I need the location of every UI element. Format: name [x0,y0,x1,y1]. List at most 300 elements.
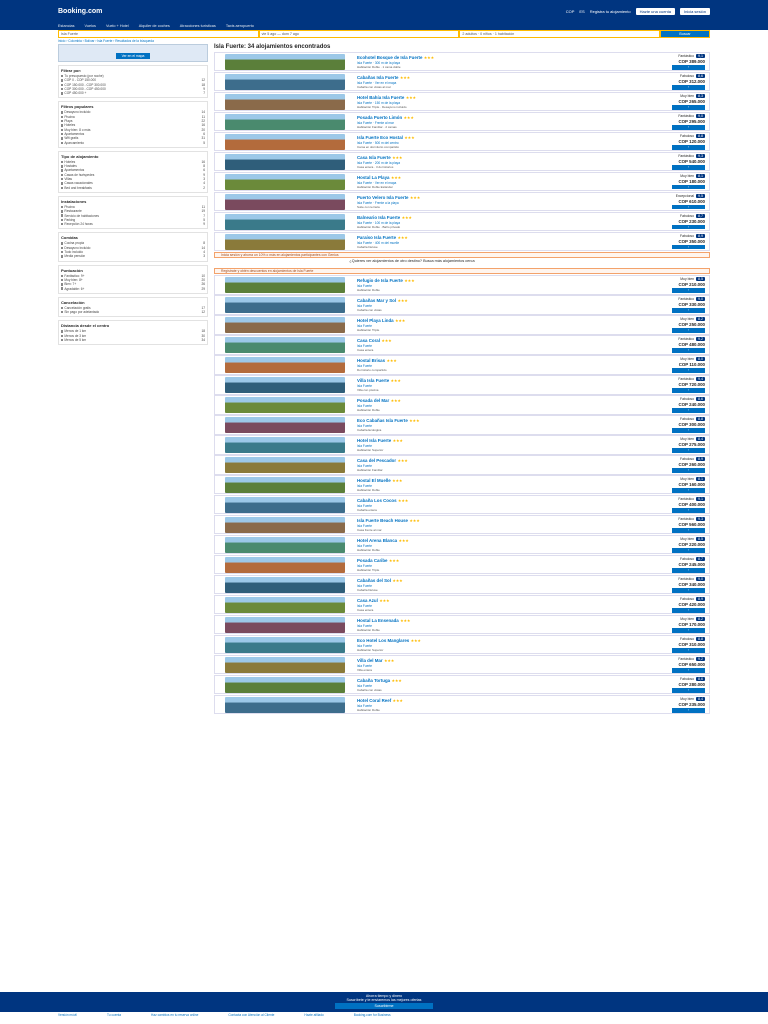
property-name[interactable]: Cabaña Tortuga [357,677,391,683]
property-location[interactable]: Isla Fuerte · 400 m del muelle [357,240,400,245]
see-availability-button[interactable]: › [672,348,705,353]
property-location[interactable]: Isla Fuerte [357,683,373,688]
see-availability-button[interactable]: › [672,328,705,333]
property-name[interactable]: Hotel Coral Reef [357,697,392,703]
star-rating-icon: ★★★ [410,638,421,643]
property-photo[interactable] [225,437,345,453]
star-rating-icon: ★★★ [399,75,411,80]
price-panel [609,676,709,693]
review-score: 8,3 [698,94,703,99]
rating-label: Fantástico [678,377,694,382]
property-photo[interactable] [225,154,345,170]
brand-logo[interactable]: Booking.com [58,7,103,15]
map-preview[interactable] [58,44,208,62]
footer-link[interactable]: Versión móvil [58,1013,77,1017]
price: COP 235.000 [678,702,705,708]
filter-option-label: Media pensión [64,254,86,259]
price: COP 389.000 [678,59,705,65]
filter-option-count: 8 [203,164,205,169]
price: COP 120.000 [678,139,705,145]
room-description: Habitación Triple [357,567,380,572]
property-location[interactable]: Isla Fuerte [357,303,373,308]
property-photo[interactable] [225,234,345,250]
property-name[interactable]: Ecohotel Bosque de Isla Fuerte [357,54,423,60]
see-availability-button[interactable]: › [672,508,705,513]
property-name[interactable]: Hostal La Ensenada [357,617,399,623]
room-description: Habitación Triple · Desayuno incluido [357,104,407,109]
property-info [345,438,609,452]
property-photo[interactable] [225,94,345,110]
tab-flights[interactable]: Vuelos [84,24,96,28]
login-button[interactable]: Inicia sesión [680,8,710,15]
rating-label: Fantástico [678,517,694,522]
see-availability-button[interactable]: › [672,528,705,533]
search-button[interactable]: Buscar [661,31,709,37]
see-availability-button[interactable]: › [672,125,705,130]
property-photo[interactable] [225,677,345,693]
property-info [345,215,609,229]
property-name[interactable]: Eco Cabañas Isla Fuerte [357,417,408,423]
property-location[interactable]: Isla Fuerte [357,663,373,668]
property-photo[interactable] [225,194,345,210]
property-card[interactable] [214,52,710,71]
see-availability-button[interactable]: › [672,205,705,210]
star-rating-icon: ★★★ [404,135,415,140]
language-selector[interactable]: ES [579,8,585,14]
tab-stays[interactable]: Estancias [58,24,75,28]
property-name[interactable]: Posada Puerto Limón [357,114,403,120]
price: COP 220.000 [678,542,705,548]
price: COP 540.000 [678,159,705,165]
property-name[interactable]: Casa Isla Fuerte [357,154,391,160]
property-card[interactable] [214,635,710,654]
see-availability-button[interactable]: › [672,225,705,230]
rating-label: Muy bien [680,277,694,282]
footer-link[interactable]: Booking.com for Business [353,1013,391,1017]
property-photo[interactable] [225,497,345,513]
property-name[interactable]: Casa del Pescador [357,457,397,463]
register-button[interactable]: Hazte una cuenta [636,8,675,15]
see-availability-button[interactable]: › [672,85,705,90]
property-location[interactable]: Isla Fuerte [357,323,373,328]
footer-link[interactable]: Contacta con Atención al Cliente [228,1013,275,1017]
property-card[interactable] [214,112,710,131]
dates-input[interactable]: vie 5 ago — dom 7 ago [260,31,459,37]
property-card[interactable] [214,335,710,354]
see-availability-button[interactable]: › [672,308,705,313]
property-photo[interactable] [225,557,345,573]
see-availability-button[interactable]: › [672,668,705,673]
property-photo[interactable] [225,377,345,393]
property-name[interactable]: Hotel Bahía Isla Fuerte [357,94,405,100]
price-panel [609,213,709,230]
property-card[interactable] [214,495,710,514]
filter-option-count: 16 [201,159,205,164]
property-location[interactable]: Isla Fuerte [357,503,373,508]
filter-option-count: 9 [203,86,205,91]
see-availability-button[interactable]: › [672,408,705,413]
property-location[interactable]: Isla Fuerte [357,643,373,648]
property-location[interactable]: Isla Fuerte · Ver en el mapa [357,80,397,85]
property-location[interactable]: Isla Fuerte [357,423,373,428]
review-score: 8,0 [698,357,703,362]
property-location[interactable]: Isla Fuerte [357,343,373,348]
subscribe-button[interactable]: Suscribirme [335,1003,434,1009]
property-name[interactable]: Isla Fuerte Eco Hostal [357,134,403,140]
see-availability-button[interactable]: › [672,428,705,433]
property-photo[interactable] [225,74,345,90]
property-card[interactable] [214,615,710,634]
room-description: Cabaña Deluxe [357,587,378,592]
property-card[interactable] [214,72,710,91]
signup-banner[interactable]: Regístrate y obtén descuentos en alojamientos de Isla Fuerte [214,268,710,274]
see-availability-button[interactable]: › [672,648,705,653]
filter-option[interactable] [61,310,205,314]
filter-group-title: Puntuación [61,267,83,273]
property-card[interactable] [214,575,710,594]
property-name[interactable]: Hostal La Playa [357,174,390,180]
property-name[interactable]: Hotel Isla Fuerte [357,437,392,443]
filter-option-count: 2 [203,185,205,190]
property-photo[interactable] [225,317,345,333]
property-name[interactable]: Villa Isla Fuerte [357,377,390,383]
filter-option[interactable] [61,91,205,95]
property-card[interactable] [214,295,710,314]
property-card[interactable] [214,595,710,614]
property-location[interactable]: Isla Fuerte · Frente a la playa [357,200,399,205]
property-name[interactable]: Posada del Mar [357,397,390,403]
property-name[interactable]: Villa del Mar [357,657,383,663]
room-description: Cama en dormitorio compartido [357,144,400,149]
star-rating-icon: ★★★ [379,598,390,603]
property-photo[interactable] [225,337,345,353]
price: COP 280.000 [678,682,705,688]
filter-group-title: Instalaciones [61,198,87,204]
room-description: Cabaña Deluxe [357,244,378,249]
price: COP 350.000 [678,239,705,245]
property-card[interactable] [214,192,710,211]
property-card[interactable] [214,232,710,251]
property-photo[interactable] [225,477,345,493]
property-location[interactable]: Isla Fuerte [357,523,373,528]
property-name[interactable]: Cabañas del Sol [357,577,391,583]
filter-option-count: 9 [203,172,205,177]
filter-option-count: 11 [201,114,205,119]
property-name[interactable]: Isla Fuerte Beach House [357,517,408,523]
rating-label: Muy bien [680,617,694,622]
property-location[interactable]: Isla Fuerte [357,543,373,548]
property-name[interactable]: Hostal Brisas [357,357,386,363]
room-description: Villa entera [357,667,372,672]
property-location[interactable]: Isla Fuerte [357,283,373,288]
price: COP 300.000 [678,422,705,428]
see-availability-button[interactable]: › [672,165,705,170]
see-availability-button[interactable]: › [672,688,705,693]
property-name[interactable]: Cabaña Los Cocos [357,497,397,503]
property-photo[interactable] [225,277,345,293]
review-score: 8,6 [698,677,703,682]
property-photo[interactable] [225,357,345,373]
rating-label: Fabuloso [680,597,694,602]
property-card[interactable] [214,655,710,674]
review-score: 9,5 [698,194,703,199]
review-score: 8,6 [698,397,703,402]
review-score: 9,2 [698,657,703,662]
property-photo[interactable] [225,657,345,673]
property-card[interactable] [214,152,710,171]
price-panel [609,556,709,573]
property-photo[interactable] [225,637,345,653]
filter-option-count: 5 [203,217,205,222]
property-info [345,135,609,149]
property-info [345,155,609,169]
room-description: Cabaña con vistas al mar [357,84,391,89]
newsletter-title: Ahorra tiempo y dinero [365,994,403,998]
see-availability-button[interactable]: › [672,488,705,493]
property-card[interactable] [214,475,710,494]
search-bar [58,30,710,38]
property-location[interactable]: Isla Fuerte [357,463,373,468]
see-availability-button[interactable]: › [672,468,705,473]
property-card[interactable] [214,675,710,694]
filter-option[interactable] [61,338,205,342]
property-name[interactable]: Posada Caribe [357,557,388,563]
property-location[interactable]: Isla Fuerte [357,383,373,388]
property-card[interactable] [214,315,710,334]
property-photo[interactable] [225,597,345,613]
property-name[interactable]: Casa Coral [357,337,380,343]
property-info [345,358,609,372]
see-availability-button[interactable]: › [672,628,705,633]
property-photo[interactable] [225,174,345,190]
property-info [345,278,609,292]
property-location[interactable]: Isla Fuerte [357,443,373,448]
property-card[interactable] [214,555,710,574]
price-panel [609,536,709,553]
destination-input[interactable]: Isla Fuerte [59,31,258,37]
property-info [345,418,609,432]
see-availability-button[interactable]: › [672,65,705,70]
property-photo[interactable] [225,297,345,313]
filter-option-label: Recepción 24 horas [64,222,93,227]
filter-option-label: Parking [64,217,76,222]
property-location[interactable]: Isla Fuerte · 200 m de la playa [357,160,401,165]
property-location[interactable]: Isla Fuerte · 500 m del centro [357,140,399,145]
property-location[interactable]: Isla Fuerte · 300 m de la playa [357,60,401,65]
property-photo[interactable] [225,517,345,533]
room-description: Habitación Doble [357,547,380,552]
filter-option-label: Hoteles [64,159,76,164]
star-rating-icon: ★★★ [397,458,408,463]
property-location[interactable]: Isla Fuerte [357,703,373,708]
filter-option[interactable] [61,287,205,291]
property-name[interactable]: Hotel Playa Linda [357,317,394,323]
property-name[interactable]: Hostal El Muelle [357,477,391,483]
property-location[interactable]: Isla Fuerte · 150 m de la playa [357,100,401,105]
filter-option-count: 14 [201,110,205,115]
filter-option-count: 34 [201,337,205,342]
filter-option-label: Todo incluido [64,250,83,255]
property-name[interactable]: Cabañas Mar y Sol [357,297,397,303]
price-panel [609,496,709,513]
property-card[interactable] [214,395,710,414]
property-photo[interactable] [225,457,345,473]
footer-link[interactable]: Haz cambios en tu reserva online [151,1013,199,1017]
property-info [345,578,609,592]
property-info [345,95,609,109]
see-availability-button[interactable]: › [672,708,705,713]
filter-option-label: Apartamentos [64,131,85,136]
see-availability-button[interactable]: › [672,368,705,373]
see-availability-button[interactable]: › [672,145,705,150]
property-photo[interactable] [225,697,345,713]
filter-option-count: 12 [201,310,205,315]
price: COP 250.000 [678,322,705,328]
price-panel [609,296,709,313]
property-name[interactable]: Cabañas Isla Fuerte [357,74,399,80]
price: COP 720.000 [678,382,705,388]
property-name[interactable]: Casa Azul [357,597,378,603]
property-photo[interactable] [225,617,345,633]
property-card[interactable] [214,212,710,231]
property-card[interactable] [214,132,710,151]
property-card[interactable] [214,415,710,434]
property-photo[interactable] [225,417,345,433]
review-score: 8,7 [698,557,703,562]
see-availability-button[interactable]: › [672,608,705,613]
property-location[interactable]: Isla Fuerte · Ver en el mapa [357,180,397,185]
property-location[interactable]: Isla Fuerte [357,623,373,628]
filter-option[interactable] [61,254,205,258]
filter-option-label: Hostales [64,164,77,169]
filter-group [58,101,208,147]
property-photo[interactable] [225,397,345,413]
property-name[interactable]: Balneario Isla Fuerte [357,214,401,220]
star-rating-icon: ★★★ [392,578,403,583]
property-location[interactable]: Isla Fuerte · Frente al mar [357,120,394,125]
currency-selector[interactable]: COP [565,8,575,14]
property-location[interactable]: Isla Fuerte [357,403,373,408]
property-info [345,378,609,392]
filter-option-label: COP 450.000 + [64,91,87,96]
property-card[interactable] [214,275,710,294]
price-panel [609,596,709,613]
property-card[interactable] [214,695,710,714]
property-photo[interactable] [225,54,345,70]
footer-link[interactable]: Hazte afiliado [304,1013,324,1017]
property-location[interactable]: Isla Fuerte [357,583,373,588]
property-card[interactable] [214,535,710,554]
star-rating-icon: ★★★ [392,478,403,483]
room-description: Cabaña con vistas [357,687,382,692]
property-location[interactable]: Isla Fuerte [357,363,373,368]
see-availability-button[interactable]: › [672,185,705,190]
review-score: 9,0 [698,114,703,119]
price-panel [609,316,709,333]
tab-airport-taxis[interactable]: Taxis aeropuerto [225,24,254,28]
filter-option-count: 7 [203,91,205,96]
property-name[interactable]: Paraíso Isla Fuerte [357,234,397,240]
filters-sidebar [58,44,208,715]
price-panel [609,396,709,413]
property-name[interactable]: Hotel Arena Blanca [357,537,398,543]
property-photo[interactable] [225,214,345,230]
property-location[interactable]: Isla Fuerte [357,603,373,608]
breadcrumb[interactable]: Inicio › Colombia › Bolívar › Isla Fuerte › Resultados de la búsqueda [58,39,154,43]
tab-attractions[interactable]: Atracciones turísticas [179,24,216,28]
property-info [345,298,609,312]
property-name[interactable]: Eco Hotel Los Manglares [357,637,410,643]
property-card[interactable] [214,455,710,474]
property-name[interactable]: Puerto Velero Isla Fuerte [357,194,409,200]
tab-car-rental[interactable]: Alquiler de coches [138,24,170,28]
filter-option-label: Desayuno incluido [64,110,91,115]
filter-option-label: Fantástico: 9+ [64,273,85,278]
see-availability-button[interactable]: › [672,568,705,573]
see-availability-button[interactable]: › [672,548,705,553]
filter-group [58,65,208,98]
see-availability-button[interactable]: › [672,448,705,453]
review-score: 8,9 [698,234,703,239]
filter-option-label: Villas [64,177,72,182]
footer-link[interactable]: Tu cuenta [106,1013,122,1017]
genius-banner[interactable]: Inicia sesión y ahorra un 10% o más en alojamientos participantes con Genius [214,252,710,258]
list-property-link[interactable]: Registra tu alojamiento [589,8,631,14]
property-name[interactable]: Refugio de Isla Fuerte [357,277,403,283]
filter-option-count: 14 [201,245,205,250]
property-location[interactable]: Isla Fuerte [357,483,373,488]
filter-option[interactable] [61,186,205,190]
tab-flight-hotel[interactable]: Vuelo + Hotel [105,24,129,28]
property-card[interactable] [214,375,710,394]
filter-option-label: Desayuno incluido [64,245,91,250]
filter-option[interactable] [61,141,205,145]
property-photo[interactable] [225,537,345,553]
filter-option-count: 4 [203,250,205,255]
price: COP 340.000 [678,582,705,588]
property-photo[interactable] [225,577,345,593]
property-card[interactable] [214,435,710,454]
guests-input[interactable]: 2 adultos · 0 niños · 1 habitación [460,31,659,37]
room-description: Casa frente al mar [357,527,382,532]
show-on-map-button[interactable]: Ver en el mapa [116,53,151,59]
footer-links [0,1012,768,1024]
property-location[interactable]: Isla Fuerte [357,563,373,568]
property-photo[interactable] [225,134,345,150]
filter-option[interactable] [61,222,205,226]
see-availability-button[interactable]: › [672,388,705,393]
property-card[interactable] [214,172,710,191]
rating-label: Fantástico [678,297,694,302]
property-card[interactable] [214,355,710,374]
price: COP 610.000 [678,199,705,205]
star-rating-icon: ★★★ [392,155,403,160]
room-description: Habitación Familiar [357,467,383,472]
property-photo[interactable] [225,114,345,130]
filter-group [58,297,208,318]
property-location[interactable]: Isla Fuerte · 100 m de la playa [357,220,401,225]
see-availability-button[interactable]: › [672,288,705,293]
property-card[interactable] [214,92,710,111]
room-description: Casa entera [357,607,374,612]
price: COP 180.000 [678,179,705,185]
room-description: Cabaña entera [357,507,377,512]
star-rating-icon: ★★★ [397,498,409,503]
see-availability-button[interactable]: › [672,245,705,250]
see-availability-button[interactable]: › [672,105,705,110]
property-card[interactable] [214,515,710,534]
see-availability-button[interactable]: › [672,588,705,593]
